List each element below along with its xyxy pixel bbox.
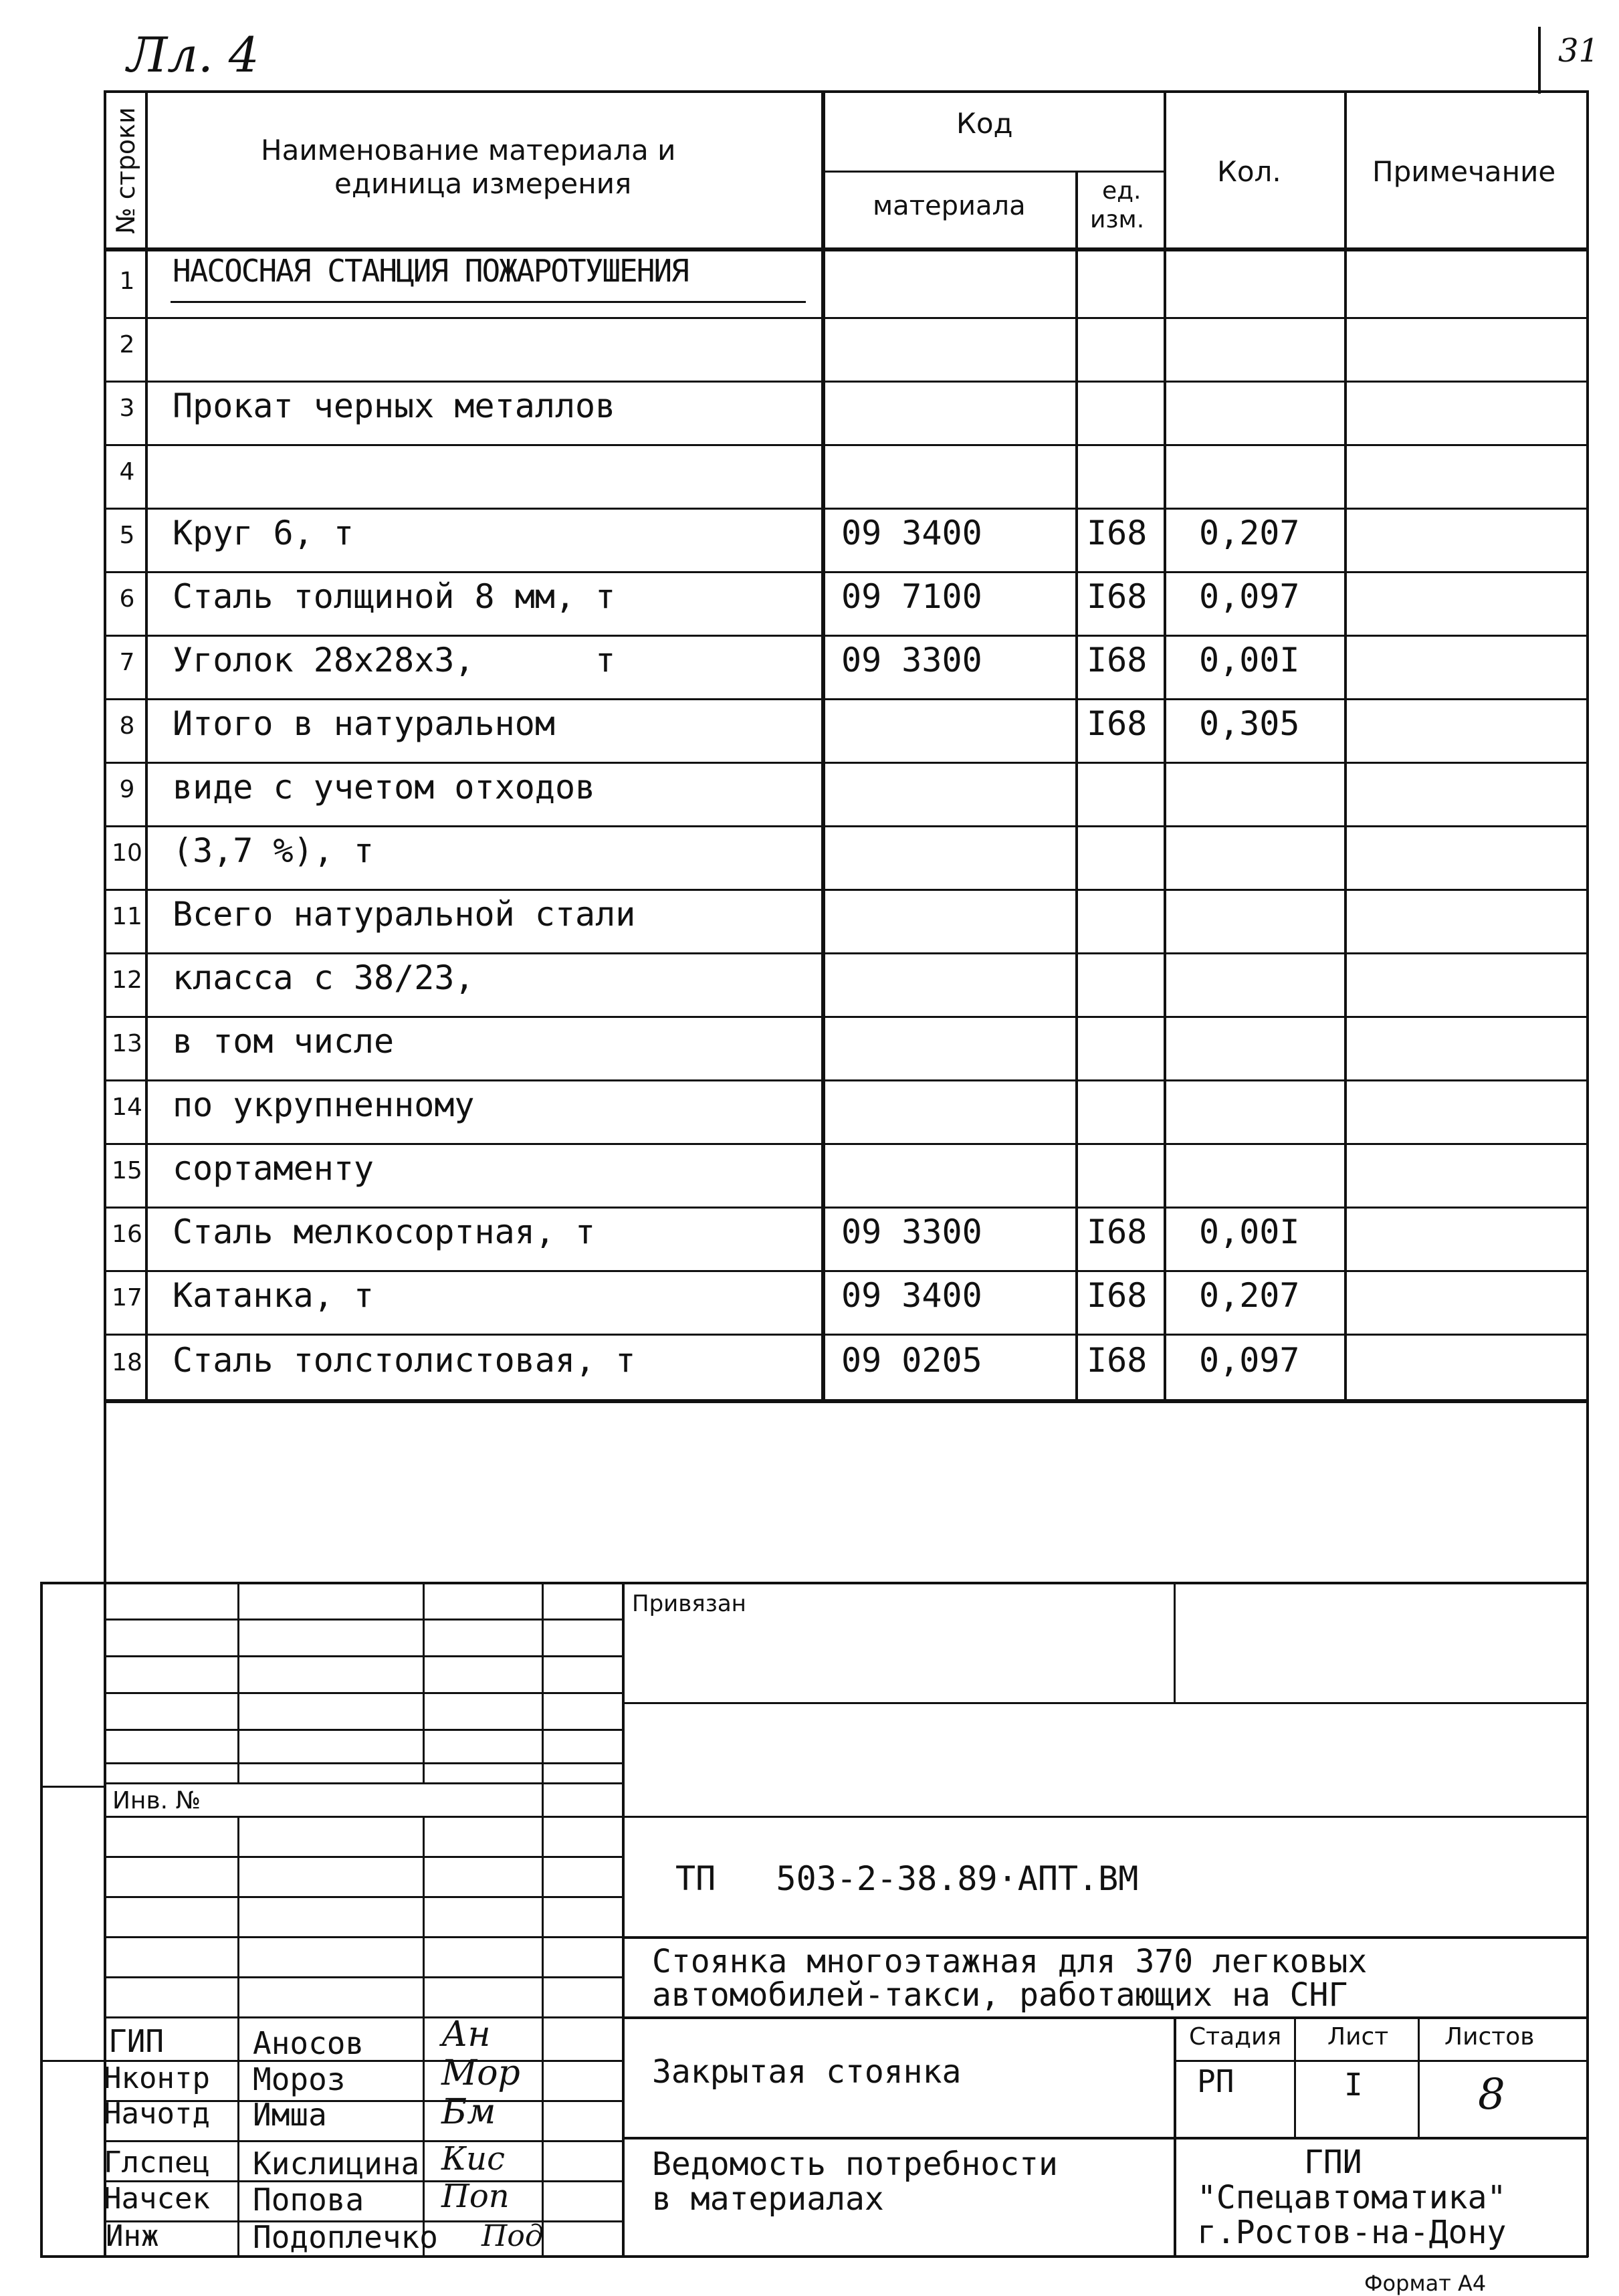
material-code: 09 7100 [841, 577, 982, 616]
staff-role: Инж [106, 2219, 159, 2253]
quantity: 0,207 [1199, 514, 1300, 552]
staff-name: Аносов [253, 2025, 364, 2061]
row-number: 5 [119, 522, 135, 549]
material-code: 09 0205 [841, 1341, 982, 1380]
stage-value: РП [1197, 2063, 1234, 2099]
sheet-label: Лист [1327, 2023, 1389, 2051]
row-number: 9 [119, 776, 135, 803]
staff-role: Начсек [104, 2182, 210, 2216]
row-number: 16 [112, 1221, 142, 1248]
row-number: 4 [119, 458, 135, 486]
staff-signature: Бм [441, 2092, 496, 2132]
material-name: Сталь толщиной 8 мм, т [173, 577, 616, 616]
unit-code: I68 [1087, 1276, 1148, 1315]
material-name: НАСОСНАЯ СТАНЦИЯ ПОЖАРОТУШЕНИЯ [173, 253, 688, 289]
project-title-line-2: автомобилей-такси, работающих на СНГ [652, 1976, 1348, 2014]
material-code: 09 3400 [841, 514, 982, 552]
row-number: 7 [119, 649, 135, 676]
material-name: Сталь мелкосортная, т [173, 1213, 596, 1251]
material-name: по укрупненному [173, 1085, 475, 1124]
row-number: 10 [112, 839, 142, 867]
section-title: Закрытая стоянка [652, 2053, 962, 2091]
unit-code: I68 [1087, 704, 1148, 743]
page-number: 31 [1558, 32, 1600, 70]
bound-label: Привязан [632, 1590, 746, 1617]
material-name: сортаменту [173, 1149, 374, 1188]
staff-signature: Ан [441, 2014, 491, 2055]
unit-code: I68 [1087, 641, 1148, 680]
organization-line-2: "Спецавтоматика" [1197, 2179, 1507, 2216]
material-name: Прокат черных металлов [173, 387, 616, 425]
unit-code: I68 [1087, 514, 1148, 552]
quantity: 0,00I [1199, 641, 1300, 680]
page-number-divider [1538, 27, 1541, 94]
quantity: 0,097 [1199, 577, 1300, 616]
document-code: ТП 503-2-38.89·АПТ.ВМ [675, 1859, 1139, 1898]
header-code-unit: ед. [1102, 177, 1142, 205]
row-number: 8 [119, 712, 135, 740]
header-row-number: № строки [111, 107, 140, 234]
header-code-material: материала [873, 191, 1026, 221]
material-name: в том числе [173, 1022, 395, 1061]
sheet-note: Лл. 4 [127, 27, 259, 83]
material-name: (3,7 %), т [173, 831, 374, 870]
header-quantity: Кол. [1217, 155, 1281, 188]
quantity: 0,305 [1199, 704, 1300, 743]
sheet-title-line-2: в материалах [652, 2180, 884, 2218]
unit-code: I68 [1087, 1213, 1148, 1251]
material-code: 09 3300 [841, 1213, 982, 1251]
material-code: 09 3400 [841, 1276, 982, 1315]
row-number: 17 [112, 1284, 142, 1312]
row-number: 18 [112, 1349, 142, 1376]
organization-line-1: ГПИ [1304, 2144, 1362, 2181]
staff-signature: Поп [441, 2178, 510, 2215]
staff-role: Начотд [104, 2097, 210, 2131]
material-name: Уголок 28х28х3, т [173, 641, 616, 680]
header-note: Примечание [1372, 155, 1556, 188]
row-number: 1 [119, 268, 135, 295]
row-number: 11 [112, 903, 142, 930]
row-number: 14 [112, 1093, 142, 1121]
material-name: Итого в натуральном [173, 704, 555, 743]
header-name: Наименование материала и [261, 134, 676, 167]
row-number: 12 [112, 966, 142, 994]
row-number: 6 [119, 585, 135, 613]
staff-signature: Под [481, 2219, 544, 2253]
quantity: 0,207 [1199, 1276, 1300, 1315]
material-name: виде с учетом отходов [173, 768, 596, 807]
staff-role: ГИП [108, 2023, 165, 2059]
header-code: Код [956, 107, 1013, 140]
quantity: 0,097 [1199, 1341, 1300, 1380]
format-label: Формат А4 [1364, 2271, 1487, 2296]
material-code: 09 3300 [841, 641, 982, 680]
material-name: класса с 38/23, [173, 958, 475, 997]
unit-code: I68 [1087, 577, 1148, 616]
quantity: 0,00I [1199, 1213, 1300, 1251]
inventory-number-label: Инв. № [112, 1787, 201, 1814]
staff-name: Мороз [253, 2061, 346, 2097]
material-name: Круг 6, т [173, 514, 354, 552]
material-name: Всего натуральной стали [173, 895, 636, 934]
project-title-line-1: Стоянка многоэтажная для 370 легковых [652, 1943, 1368, 1980]
sheets-label: Листов [1444, 2023, 1535, 2051]
staff-signature: Мор [441, 2053, 520, 2093]
sheet-title-line-1: Ведомость потребности [652, 2146, 1058, 2183]
stage-label: Стадия [1189, 2023, 1282, 2051]
row-number: 13 [112, 1030, 142, 1057]
material-name: Сталь толстолистовая, т [173, 1341, 636, 1380]
header-code-unit-2: изм. [1090, 206, 1145, 233]
staff-name: Попова [253, 2182, 364, 2218]
material-name: Катанка, т [173, 1276, 374, 1315]
row-number: 2 [119, 331, 135, 358]
row-number: 15 [112, 1157, 142, 1184]
sheets-value: 8 [1478, 2070, 1505, 2119]
staff-signature: Кис [441, 2140, 505, 2178]
row-number: 3 [119, 395, 135, 422]
header-name-unit: единица измерения [334, 167, 632, 200]
staff-role: Глспец [104, 2146, 210, 2180]
staff-role: Нконтр [104, 2061, 210, 2095]
organization-line-3: г.Ростов-на-Дону [1197, 2214, 1507, 2251]
staff-name: Имша [253, 2097, 327, 2133]
staff-name: Кислицина [253, 2146, 420, 2182]
staff-name: Подоплечко [253, 2219, 438, 2255]
sheet-value: I [1344, 2067, 1363, 2103]
unit-code: I68 [1087, 1341, 1148, 1380]
